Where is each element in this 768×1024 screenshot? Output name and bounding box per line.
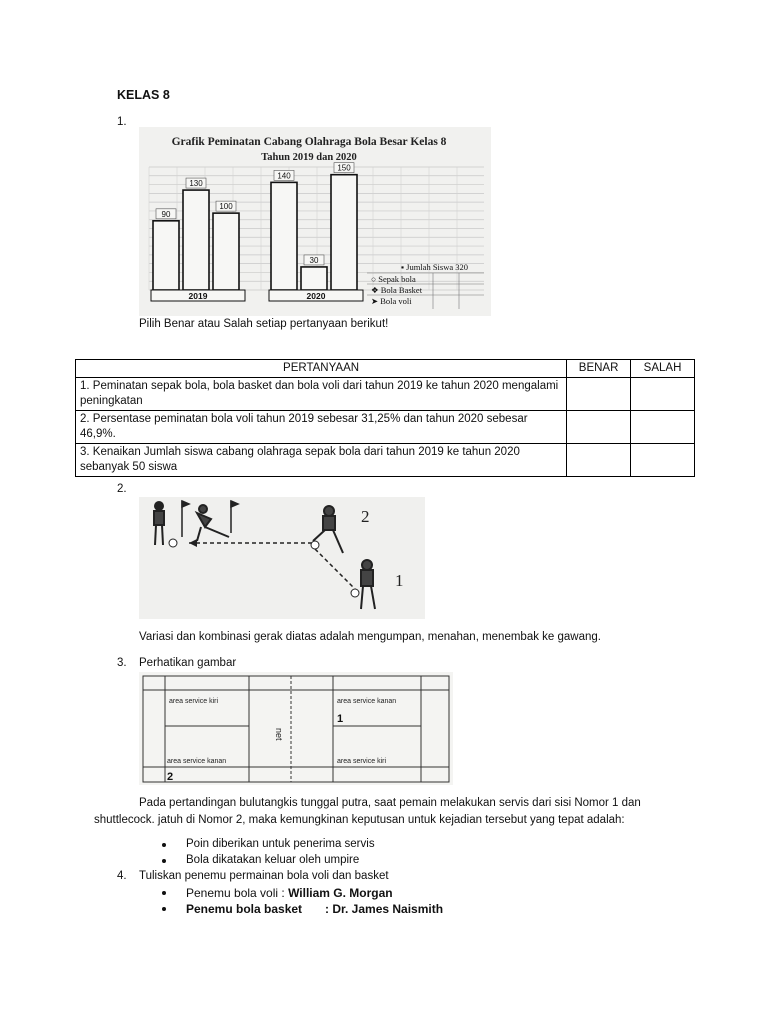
chart-bars bbox=[153, 163, 357, 290]
header-salah: SALAH bbox=[631, 360, 695, 378]
page-heading: KELAS 8 bbox=[117, 88, 170, 102]
question-2-number: 2. bbox=[117, 483, 127, 495]
data-label: 90 bbox=[161, 209, 171, 219]
q2-text: Variasi dan kombinasi gerak diatas adalah mengumpan, menahan, menembak ke gawang. bbox=[139, 631, 601, 643]
chart-legend bbox=[367, 262, 484, 309]
court-label: area service kanan bbox=[337, 698, 397, 705]
data-label: 130 bbox=[189, 179, 203, 189]
court-number-2: 2 bbox=[167, 771, 174, 783]
table-row bbox=[76, 378, 695, 411]
chart-bar bbox=[271, 182, 297, 290]
chart-bar bbox=[213, 213, 239, 290]
q3-paragraph-line1: Pada pertandingan bulutangkis tunggal putra, saat pemain melakukan servis dari sisi Nomor 1 dan bbox=[139, 797, 641, 809]
bullet-icon bbox=[162, 891, 166, 895]
question-cell: 1. Peminatan sepak bola, bola basket dan bola voli dari tahun 2019 ke tahun 2020 mengalami peningkatan bbox=[76, 378, 567, 411]
bullet-icon bbox=[162, 859, 166, 863]
chart-categories bbox=[151, 290, 363, 301]
court-number-1: 1 bbox=[337, 713, 344, 725]
data-label: 30 bbox=[309, 255, 319, 265]
court-label: area service kiri bbox=[169, 698, 219, 705]
data-label: 100 bbox=[219, 202, 233, 212]
question-cell: 3. Kenaikan Jumlah siswa cabang olahraga sepak bola dari tahun 2019 ke tahun 2020 sebanyak 50 siswa bbox=[76, 444, 567, 477]
legend-header: ▪ Jumlah Siswa 320 bbox=[401, 262, 468, 272]
legend-entry: ❖ Bola Basket bbox=[371, 285, 423, 295]
salah-cell[interactable] bbox=[631, 444, 695, 477]
soccer-figure bbox=[139, 497, 425, 619]
bar-chart bbox=[139, 127, 491, 316]
court-label: area service kanan bbox=[167, 758, 227, 765]
category-label: 2020 bbox=[306, 291, 326, 301]
question-table bbox=[75, 359, 695, 477]
category-label: 2019 bbox=[188, 291, 208, 301]
data-label: 140 bbox=[277, 171, 291, 181]
q4-title: Tuliskan penemu permainan bola voli dan basket bbox=[139, 870, 389, 882]
legend-entry: ○ Sepak bola bbox=[371, 274, 416, 284]
q4-basket-name: : Dr. James Naismith bbox=[325, 902, 444, 916]
q3-bullet: Poin diberikan untuk penerima servis bbox=[186, 838, 375, 850]
soccer-illustration bbox=[139, 497, 425, 619]
q4-voli-name: William G. Morgan bbox=[288, 886, 393, 900]
badminton-court-figure bbox=[139, 672, 453, 785]
table-row bbox=[76, 411, 695, 444]
chart-bar bbox=[183, 190, 209, 290]
chart-subtitle: Tahun 2019 dan 2020 bbox=[261, 152, 357, 163]
question-4-number: 4. bbox=[117, 870, 127, 882]
question-cell: 2. Persentase peminatan bola voli tahun 2019 sebesar 31,25% dan tahun 2020 sebesar 46,9%. bbox=[76, 411, 567, 444]
question-1-number: 1. bbox=[117, 116, 127, 128]
q1-instruction: Pilih Benar atau Salah setiap pertanyaan berikut! bbox=[139, 318, 389, 330]
bullet-icon bbox=[162, 843, 166, 847]
chart-bar bbox=[153, 221, 179, 290]
benar-cell[interactable] bbox=[567, 411, 631, 444]
chart-figure bbox=[139, 127, 491, 316]
legend-entry: ➤ Bola voli bbox=[371, 296, 412, 306]
q3-paragraph-line2: shuttlecock. jatuh di Nomor 2, maka kemungkinan keputusan untuk kejadian tersebut yang tepat adalah: bbox=[94, 814, 625, 826]
q4-voli-line bbox=[186, 886, 393, 900]
chart-bar bbox=[301, 267, 327, 290]
header-pertanyaan: PERTANYAAN bbox=[76, 360, 567, 378]
header-benar: BENAR bbox=[567, 360, 631, 378]
benar-cell[interactable] bbox=[567, 444, 631, 477]
player-label-1: 1 bbox=[395, 571, 404, 590]
chart-title: Grafik Peminatan Cabang Olahraga Bola Besar Kelas 8 bbox=[171, 136, 447, 148]
ball-icon bbox=[351, 589, 359, 597]
ball-icon bbox=[169, 539, 177, 547]
net-label: net bbox=[274, 728, 284, 741]
court-diagram bbox=[139, 672, 453, 785]
table-row bbox=[76, 444, 695, 477]
benar-cell[interactable] bbox=[567, 378, 631, 411]
q4-voli-label: Penemu bola voli : bbox=[186, 886, 289, 900]
chart-bar bbox=[331, 175, 357, 290]
q3-title: Perhatikan gambar bbox=[139, 657, 237, 669]
bullet-icon bbox=[162, 907, 166, 911]
q4-basket-label: Penemu bola basket bbox=[186, 902, 303, 916]
player-label-2: 2 bbox=[361, 507, 370, 526]
table-header-row bbox=[76, 360, 695, 378]
question-3-number: 3. bbox=[117, 657, 127, 669]
court-label: area service kiri bbox=[337, 758, 387, 765]
salah-cell[interactable] bbox=[631, 411, 695, 444]
q3-bullet: Bola dikatakan keluar oleh umpire bbox=[186, 854, 360, 866]
data-label: 150 bbox=[337, 163, 351, 173]
ball-icon bbox=[311, 541, 319, 549]
salah-cell[interactable] bbox=[631, 378, 695, 411]
